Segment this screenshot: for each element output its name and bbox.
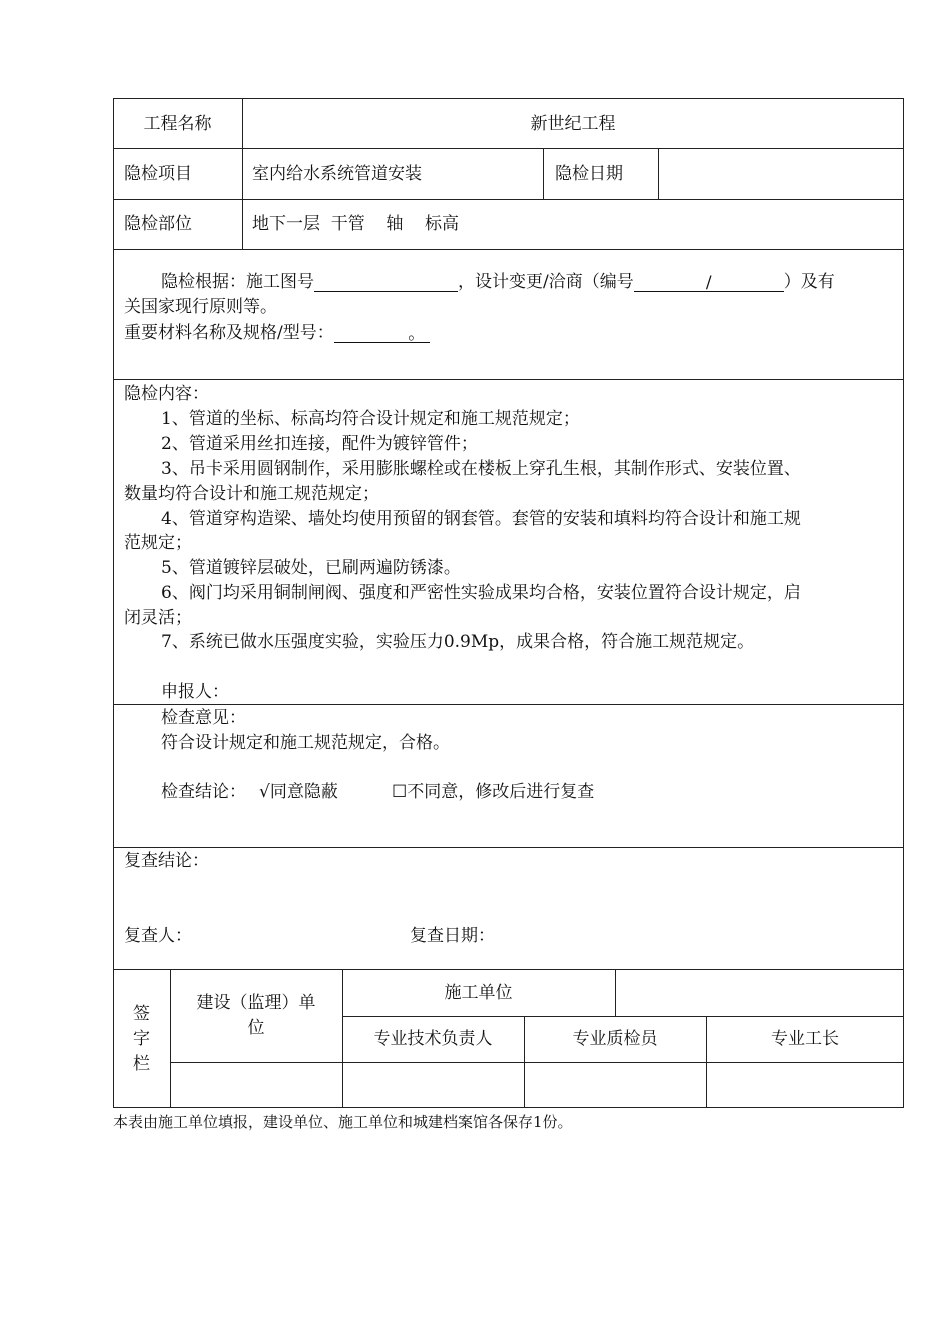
content-line-5: 4、管道穿构造梁、墙处均使用预留的钢套管。套管的安装和填料均符合设计和施工规 <box>161 509 801 529</box>
owner-unit-label-line1: 建设（监理）单 <box>196 993 316 1013</box>
agree-option[interactable]: √同意隐蔽 <box>259 782 338 802</box>
contractor-unit-label: 施工单位 <box>444 983 513 1003</box>
content-title: 隐检内容： <box>124 384 209 404</box>
basis-tail: ）及有 <box>783 272 835 292</box>
reviewer-label: 复查人： <box>124 926 192 946</box>
content-line-9: 闭灵活； <box>124 608 192 628</box>
content-line-2: 2、管道采用丝扣连接，配件为镀锌管件； <box>161 434 478 454</box>
project-name-value: 新世纪工程 <box>530 114 616 134</box>
signature-column-char-3: 栏 <box>133 1054 150 1074</box>
materials-line <box>124 323 430 343</box>
tech-lead-label: 专业技术负责人 <box>373 1029 493 1049</box>
inspection-item-label: 隐检项目 <box>124 164 192 184</box>
materials-blank <box>334 324 430 343</box>
change-number-blank <box>634 273 784 292</box>
inspection-date-label: 隐检日期 <box>555 164 623 184</box>
foreman-label: 专业工长 <box>771 1029 839 1049</box>
conclusion-label: 检查结论： <box>161 782 246 802</box>
change-number-slash: / <box>705 273 712 293</box>
basis-lead: 隐检根据：施工图号 <box>161 272 314 292</box>
footer-note: 本表由施工单位填报，建设单位、施工单位和城建档案馆各保存1份。 <box>113 1113 573 1131</box>
opinion-label: 检查意见： <box>161 708 246 728</box>
review-date-label: 复查日期： <box>410 926 495 946</box>
basis-comma: ， <box>458 272 475 292</box>
signature-column-char-1: 签 <box>133 1004 150 1024</box>
content-line-7: 5、管道镀锌层破处，已刷两遍防锈漆。 <box>161 558 461 578</box>
inspection-location-value: 地下一层 干管 轴 标高 <box>252 214 460 234</box>
project-name-label: 工程名称 <box>143 114 212 134</box>
review-conclusion-label: 复查结论： <box>124 851 209 871</box>
opinion-text: 符合设计规定和施工规范规定，合格。 <box>161 733 450 753</box>
disagree-option[interactable]: ☐不同意，修改后进行复查 <box>392 782 595 802</box>
basis-line-1 <box>161 272 835 292</box>
content-line-4: 数量均符合设计和施工规范规定； <box>124 484 379 504</box>
content-line-1: 1、管道的坐标、标高均符合设计规定和施工规范规定； <box>161 409 580 429</box>
inspection-item-value: 室内给水系统管道安装 <box>252 164 422 184</box>
owner-unit-label-line2: 位 <box>247 1018 265 1038</box>
materials-period: 。 <box>408 324 426 344</box>
signature-column-char-2: 字 <box>133 1029 150 1049</box>
materials-label: 重要材料名称及规格/型号： <box>124 323 334 343</box>
content-line-8: 6、阀门均采用铜制闸阀、强度和严密性实验成果均合格，安装位置符合设计规定，启 <box>161 583 801 603</box>
inspection-location-label: 隐检部位 <box>124 214 192 234</box>
basis-line-2: 关国家现行原则等。 <box>124 297 277 317</box>
drawing-number-blank <box>314 273 458 292</box>
quality-inspector-label: 专业质检员 <box>572 1029 658 1049</box>
content-line-10: 7、系统已做水压强度实验，实验压力0.9Mp，成果合格，符合施工规范规定。 <box>161 632 755 652</box>
basis-change-text: 设计变更/洽商（编号 <box>475 272 634 292</box>
content-line-3: 3、吊卡采用圆钢制作，采用膨胀螺栓或在楼板上穿孔生根，其制作形式、安装位置、 <box>161 459 801 479</box>
content-line-6: 范规定； <box>124 533 192 553</box>
reporter-label: 申报人： <box>161 682 229 702</box>
